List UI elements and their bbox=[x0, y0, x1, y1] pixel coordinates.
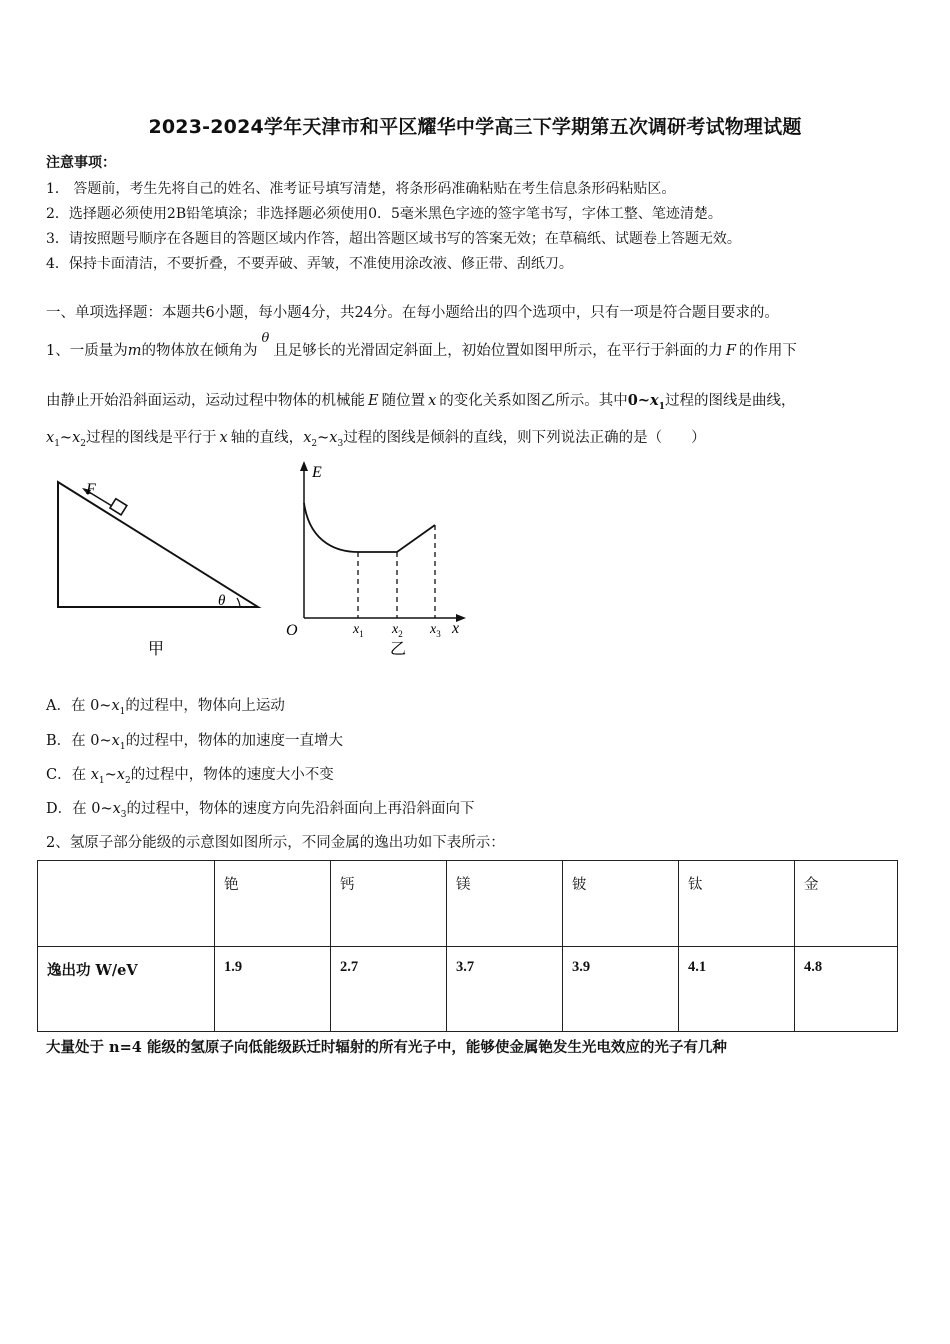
block bbox=[110, 499, 127, 515]
notice-item-2: 2．选择题必须使用2B铅笔填涂；非选择题必须使用0．5毫米黑色字迹的签字笔书写，字体工整、笔迹清楚。 bbox=[46, 206, 722, 222]
table-header-cell: 金 bbox=[795, 861, 898, 947]
q1-line-2: 由静止开始沿斜面运动，运动过程中物体的机械能 E 随位置 x 的变化关系如图乙所示。其中$0\sim x_1$过程的图线是曲线， bbox=[46, 392, 796, 412]
page-title: 2023-2024学年天津市和平区耀华中学高三下学期第五次调研考试物理试题 bbox=[148, 116, 802, 138]
force-label: F bbox=[86, 481, 96, 498]
table-header-row bbox=[38, 861, 898, 947]
q1-line-3: $x_1\sim x_2$过程的图线是平行于 x 轴的直线，$x_2\sim x_3$过程的图线是倾斜的直线，则下列说法正确的是（ ） bbox=[46, 430, 706, 449]
e-axis-label: E bbox=[312, 464, 322, 481]
incline-triangle bbox=[58, 482, 258, 607]
notice-heading: 注意事项： bbox=[46, 155, 116, 171]
angle-arc bbox=[237, 598, 240, 607]
row-label-cell: 逸出功 W/eV bbox=[38, 947, 215, 1032]
table-row bbox=[38, 947, 898, 1032]
tick-x2: $x_2$ bbox=[392, 622, 403, 639]
angle-label: θ bbox=[218, 593, 226, 609]
theta-symbol: θ bbox=[261, 331, 270, 346]
table-header-cell: 铍 bbox=[563, 861, 679, 947]
option-a[interactable]: A．在 $0\sim x_1$的过程中，物体向上运动 bbox=[46, 698, 285, 717]
table-cell: 4.8 bbox=[795, 947, 898, 1032]
section-heading: 一、单项选择题：本题共6小题，每小题4分，共24分。在每小题给出的四个选项中，只有一项是符合题目要求的。 bbox=[46, 305, 779, 321]
energy-curve bbox=[304, 503, 435, 552]
table-header-cell: 钛 bbox=[679, 861, 795, 947]
tick-x3: $x_3$ bbox=[430, 622, 441, 639]
table-cell: 2.7 bbox=[331, 947, 447, 1032]
notice-item-4: 4．保持卡面清洁，不要折叠，不要弄破、弄皱，不准使用涂改液、修正带、刮纸刀。 bbox=[46, 256, 573, 272]
q1-line-1: 1、一质量为m的物体放在倾角为θ且足够长的光滑固定斜面上，初始位置如图甲所示，在平行于斜面的力 F 的作用下 bbox=[46, 331, 797, 359]
notice-item-3: 3．请按照题号顺序在各题目的答题区域内作答，超出答题区域书写的答案无效；在草稿纸、试题卷上答题无效。 bbox=[46, 231, 741, 247]
figure-caption-yi: 乙 bbox=[390, 641, 407, 658]
work-function-table bbox=[37, 860, 898, 1032]
table-header-cell: 钙 bbox=[331, 861, 447, 947]
option-b[interactable]: B．在 $0\sim x_1$的过程中，物体的加速度一直增大 bbox=[46, 733, 344, 752]
table-header-cell: 镁 bbox=[447, 861, 563, 947]
figure-caption-jia: 甲 bbox=[148, 641, 165, 658]
q2-question: 大量处于 n=4 能级的氢原子向低能级跃迁时辐射的所有光子中，能够使金属铯发生光电效应的光子有几种 bbox=[46, 1039, 727, 1056]
table-header-cell bbox=[38, 861, 215, 947]
table-header-cell: 铯 bbox=[215, 861, 331, 947]
origin-label: O bbox=[286, 622, 298, 639]
option-d[interactable]: D．在 $0\sim x_3$的过程中，物体的速度方向先沿斜面向上再沿斜面向下 bbox=[46, 801, 475, 820]
table-cell: 1.9 bbox=[215, 947, 331, 1032]
q2-stem: 2、氢原子部分能级的示意图如图所示，不同金属的逸出功如下表所示： bbox=[46, 835, 505, 851]
x-axis-label: x bbox=[452, 620, 460, 637]
y-axis-arrow bbox=[300, 461, 308, 471]
option-c[interactable]: C．在 $x_1\sim x_2$的过程中，物体的速度大小不变 bbox=[46, 767, 334, 786]
table-cell: 4.1 bbox=[679, 947, 795, 1032]
figure-energy-graph bbox=[280, 455, 480, 665]
tick-x1: $x_1$ bbox=[353, 622, 364, 639]
figure-incline bbox=[40, 470, 280, 665]
table-cell: 3.7 bbox=[447, 947, 563, 1032]
notice-item-1: 1． 答题前，考生先将自己的姓名、准考证号填写清楚，将条形码准确粘贴在考生信息条形码粘贴区。 bbox=[46, 181, 676, 197]
table-cell: 3.9 bbox=[563, 947, 679, 1032]
